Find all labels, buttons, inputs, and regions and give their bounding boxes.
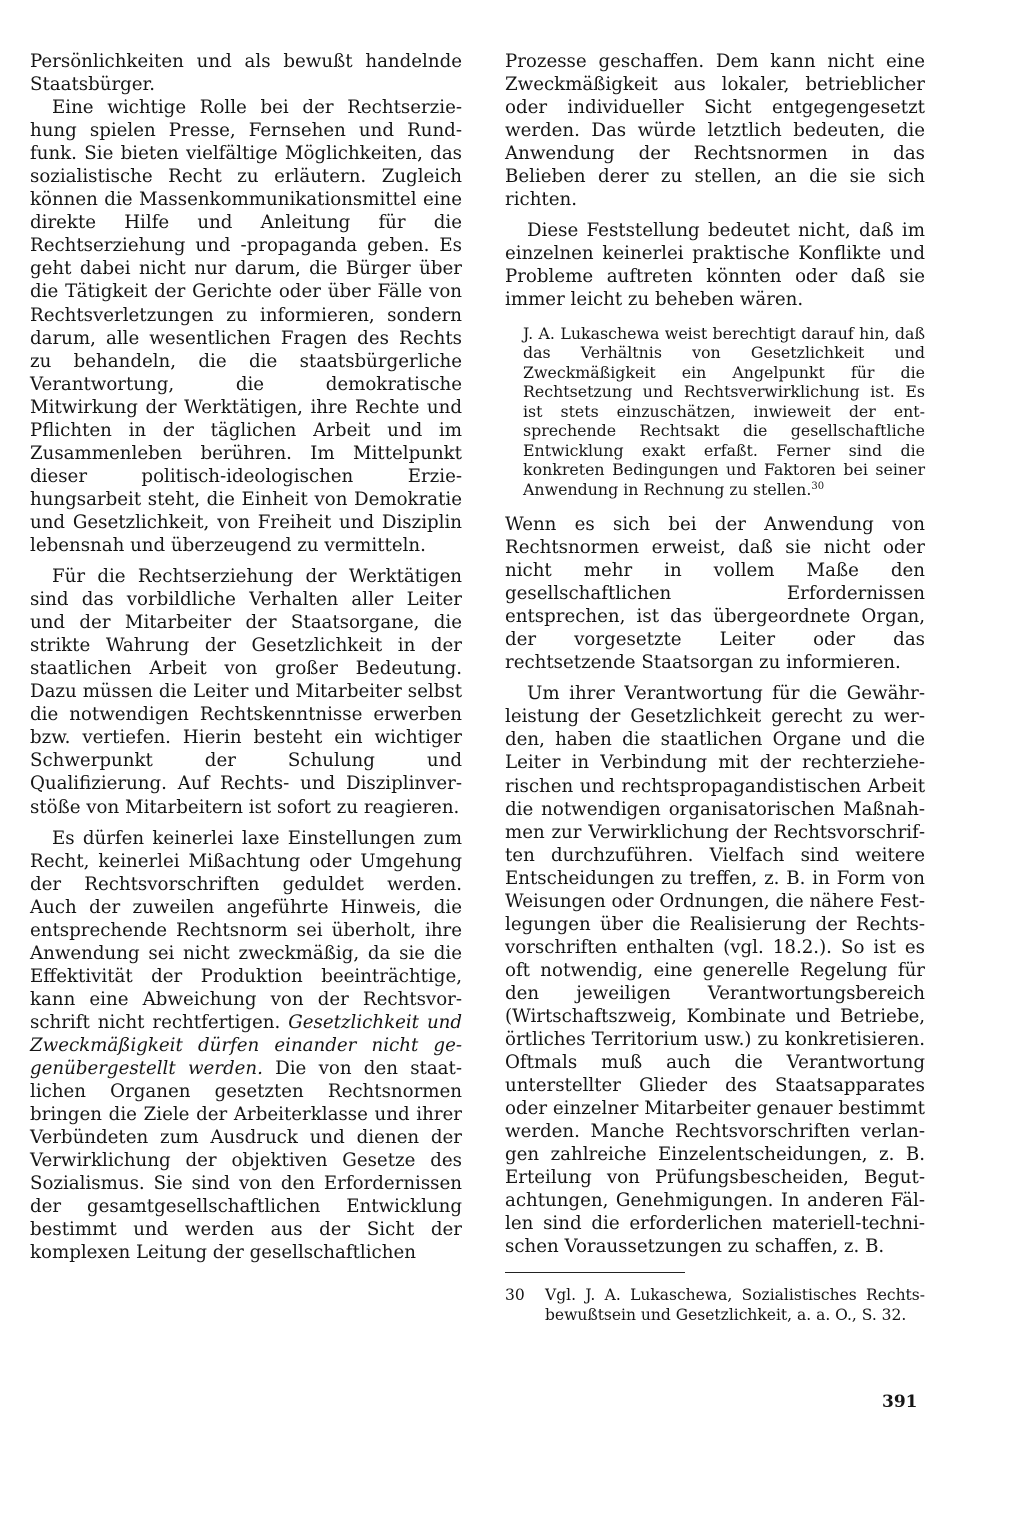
footnote [505,1285,925,1325]
paragraph-leaders-example: Für die Rechtserziehung der Werktätigen sind das vorbildliche Verhalten aller Leiter und der Mitarbeiter der Staatsorgane, die strikte Wahrung der Gesetzlichkeit in der staatlichen Arbeit von großer Bedeutung. Dazu müssen die Leiter und Mitarbeiter selbst die notwendigen Rechtskenntnisse erwerben bzw. vertiefen. Hierin besteht ein wichtiger Schwerpunkt der Schulung und Qualifizierung. Auf Rechts- und Disziplinverstöße von Mitarbeitern ist sofort zu reagieren. [30,566,462,818]
paragraph-legal-norms: Wenn es sich bei der Anwendung von Rechtsnormen erweist, daß sie nicht oder nicht mehr in vollem Maße den gesellschaftlichen Erfordernissen entsprechen, ist das übergeordnete Organ, der vorgesetzte Leiter oder das rechtsetzende Staatsorgan zu informieren. [505,514,925,674]
paragraph-continuation: Persönlichkeiten und als bewußt handelnde Staatsbürger. [30,51,462,96]
footnote-text: Vgl. J. A. Lukaschewa, Sozialistisches Rechtsbewußtsein und Gesetzlichkeit, a. a. O., S. 32. [545,1285,925,1324]
page-number: 391 [882,1392,918,1412]
paragraph-text-end: Die von den staatlichen Organen gesetzten Rechtsnormen bringen die Ziele der Arbeiterklasse und ihrer Verbündeten zum Ausdruck und dienen der Verwirklichung der objektiven Gesetze des Sozialismus. Sie sind von den Erfordernissen der gesamtgesellschaftlichen Entwicklung bestimmt und werden aus der Sicht der komplexen Leitung der gesellschaftlichen [30,1058,462,1264]
emphasized-statement: Gesetzlichkeit und Zweckmäßigkeit dürfen einander nicht gegenübergestellt werden. [30,1011,463,1080]
right-column [505,50,925,1325]
paragraph-processes: Prozesse geschaffen. Dem kann nicht eine Zweckmäßigkeit aus lokaler, betrieblicher oder individueller Sicht entgegengesetzt werden. Das würde letztlich bedeuten, die Anwendung der Rechtsnormen in das Belieben derer zu stellen, an die sie sich richten. [505,51,925,211]
paragraph-press-media: Eine wichtige Rolle bei der Rechtserziehung spielen Presse, Fernsehen und Rundfunk. Sie bieten vielfältige Möglichkeiten, das sozialistische Recht zu erläutern. Zugleich können die Massenkommunikationsmittel eine direkte Hilfe und Anleitung für die Rechtserziehung und -propaganda geben. Es geht dabei nicht nur darum, die Bürger über die Tätigkeit der Gerichte oder über Fälle von Rechtsverletzungen zu informieren, sondern darum, alle wesentlichen Fragen des Rechts zu behandeln, die die staatsbürgerliche Verantwortung, die demokratische Mitwirkung der Werktätigen, ihre Rechte und Pflichten in der täglichen Arbeit und im Zusammenleben berühren. Im Mittelpunkt dieser politisch-ideologischen Erziehungsarbeit steht, die Einheit von Demokratie und Gesetzlichkeit, von Freiheit und Disziplin lebensnah und überzeugend zu vermitteln. [30,97,462,556]
paragraph-organisational-measures: Um ihrer Verantwortung für die Gewährleistung der Gesetzlichkeit gerecht zu werden, haben die staatlichen Organe und die Leiter in Verbindung mit der rechterzieherischen und rechtspropagandistischen Arbeit die notwendigen organisatorischen Maßnahmen zur Verwirklichung der Rechtsvorschriften durchzuführen. Vielfach sind weitere Entscheidungen zu treffen, z. B. in Form von Weisungen oder Ordnungen, die nähere Festlegungen über die Realisierung der Rechtsvorschriften enthalten (vgl. 18.2.). So ist es oft notwendig, eine generelle Regelung für den jeweiligen Verantwortungsbereich (Wirtschaftszweig, Kombinate und Betriebe, örtliches Territorium usw.) zu konkretisieren. Oftmals muß auch die Verantwortung unterstellter Glieder des Staatsapparates oder einzelner Mitarbeiter genauer bestimmt werden. Manche Rechtsvorschriften verlangen zahlreiche Einzelentscheidungen, z. B. Erteilung von Prüfungsbescheiden, Begutachtungen, Genehmigungen. In anderen Fällen sind die erforderlichen materiell-technischen Voraussetzungen zu schaffen, z. B. [505,683,925,1258]
footnote-number: 30 [505,1285,525,1304]
left-column [30,50,462,1264]
block-quote-lukaschewa [523,324,925,500]
quote-text: J. A. Lukaschewa weist berechtigt darauf hin, daß das Verhältnis von Gesetzlichkeit und Zweckmäßigkeit ein Angelpunkt für die Rechtsetzung und Rechtsverwirklichung ist. Es ist stets einzuschätzen, inwieweit der entsprechende Rechtsakt die gesellschaftliche Entwicklung exakt erfaßt. Ferner sind die konkreten Bedingungen und Faktoren bei seiner Anwendung in Rechnung zu stellen. [523,323,925,499]
paragraph-text-start: Es dürfen keinerlei laxe Einstellungen zum Recht, keinerlei Mißachtung oder Umgehung der Rechtsvorschriften geduldet werden. Auch der zuweilen angeführte Hinweis, die entsprechende Rechtsnorm sei überholt, ihre Anwendung sei nicht zweckmäßig, da sie die Effektivität der Produktion beeinträchtige, kann eine Abweichung von der Rechtsvorschrift nicht rechtfertigen. [30,827,462,1033]
paragraph-no-lax-attitudes [30,827,462,1265]
footnote-divider [505,1272,685,1273]
paragraph-conflicts: Diese Feststellung bedeutet nicht, daß im einzelnen keinerlei praktische Konflikte und Probleme auftreten könnten oder daß sie immer leicht zu beheben wären. [505,220,925,311]
footnote-reference: 30 [811,480,825,492]
